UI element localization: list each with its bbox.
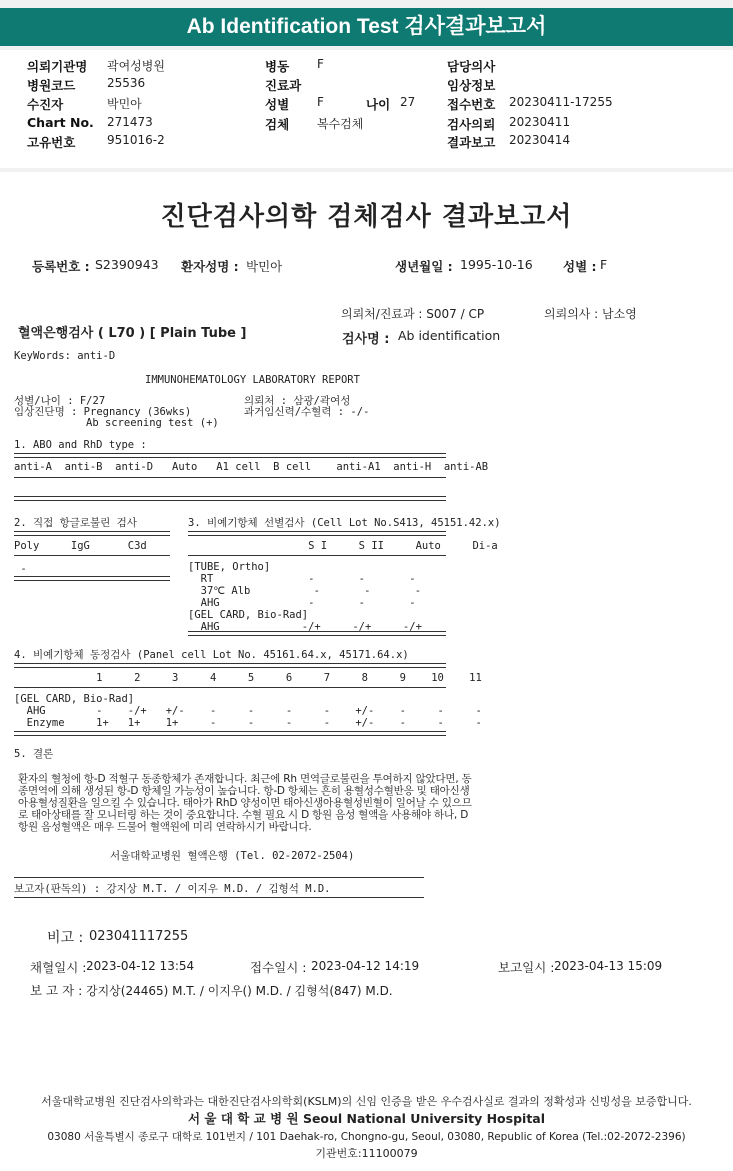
divider (14, 477, 446, 478)
hospital-label: 의뢰기관명 (27, 59, 88, 74)
receipt-value: 20230411-17255 (509, 95, 613, 109)
report-banner: Ab Identification Test 검사결과보고서 (0, 8, 733, 46)
age-label: 나이 (366, 97, 391, 112)
identification-header: 1 2 3 4 5 6 7 8 9 10 11 (14, 672, 482, 684)
divider (14, 687, 446, 688)
hospital-name: 서 울 대 학 교 병 원 Seoul National University Hospital (187, 1111, 546, 1126)
request-dept: 의뢰처/진료과 : S007 / CP (341, 307, 485, 321)
specimen-value: 복수검체 (317, 117, 364, 131)
divider (14, 555, 170, 556)
divider (14, 453, 446, 458)
receive-value: 2023-04-12 14:19 (311, 959, 420, 973)
doc-sex-label: 성별 : (563, 259, 597, 274)
collect-label: 채혈일시 : (30, 960, 87, 975)
patient-label: 수진자 (27, 97, 64, 112)
ward-label: 병동 (265, 59, 290, 74)
abo-rhd-header: anti-A anti-B anti-D Auto A1 cell B cell anti-A1 anti-H anti-AB (14, 461, 489, 473)
identification-rows: [GEL CARD, Bio-Rad] AHG - -/+ +/- - - - - +/- - - - Enzyme 1+ 1+ 1+ - - - - +/- - - - (14, 693, 482, 729)
receive-label: 접수일시 : (250, 960, 307, 975)
reg-value: S2390943 (95, 257, 159, 272)
blood-bank-contact: 서울대학교병원 혈액은행 (Tel. 02-2072-2504) (110, 850, 355, 862)
sex-age: 성별/나이 : F/27 (14, 395, 106, 407)
screening-title: 3. 비예기항체 선별검사 (Cell Lot No.S413, 45151.42.x) (188, 517, 501, 529)
divider (14, 531, 170, 536)
chart-label: Chart No. (27, 115, 94, 130)
birth-value: 1995-10-16 (460, 257, 533, 272)
institution-number: 기관번호:11100079 (315, 1147, 418, 1160)
transfusion-history: 과거임신력/수혈력 : -/- (244, 406, 370, 418)
report-readers: 보고자(판독의) : 강지상 M.T. / 이지우 M.D. / 김형석 M.D. (14, 883, 331, 895)
document-title: 진단검사의학 검체검사 결과보고서 (160, 202, 573, 232)
sex-value: F (317, 95, 324, 109)
hospital-address: 03080 서울특별시 종로구 대학로 101번지 / 101 Daehak-ro, Chongno-gu, Seoul, 03080, Republic of Korea (Tel.:02-2072-2396) (47, 1131, 686, 1143)
reporter-value: 강지상(24465) M.T. / 이지우() M.D. / 김형석(847) M.D. (86, 984, 393, 998)
code-label: 병원코드 (27, 78, 76, 93)
reported-label: 보고일시 : (498, 960, 555, 975)
test-name-label: 검사명 : (342, 332, 390, 347)
divider (188, 555, 446, 556)
diagnosis-2: Ab screening test (+) (86, 417, 219, 429)
patient-value: 박민아 (107, 97, 142, 111)
test-group: 혈액은행검사 ( L70 ) [ Plain Tube ] (18, 326, 247, 341)
screening-rows: [TUBE, Ortho] RT - - - 37℃ Alb - - - AHG - - - [GEL CARD, Bio-Rad] AHG -/+ -/+ -/+ (188, 561, 422, 633)
reg-label: 등록번호 : (32, 259, 90, 274)
unique-label: 고유번호 (27, 135, 76, 150)
divider (14, 663, 446, 668)
request-doctor: 의뢰의사 : 남소영 (544, 307, 637, 321)
referrer: 의뢰처 : 삼광/곽여성 (244, 395, 351, 407)
reported-value: 2023-04-13 15:09 (554, 959, 663, 973)
abo-rhd-title: 1. ABO and RhD type : (14, 439, 147, 451)
divider (14, 496, 446, 501)
certification-statement: 서울대학교병원 진단검사의학과는 대한진단검사의학회(KSLM)의 신임 인증을 받은 우수검사실로 결과의 정확성과 신빙성을 보증합니다. (41, 1095, 692, 1108)
code-value: 25536 (107, 76, 146, 90)
divider (14, 731, 446, 736)
report-label: 결과보고 (447, 135, 496, 150)
dat-header: Poly IgG C3d (14, 540, 147, 552)
identification-title: 4. 비예기항체 동정검사 (Panel cell Lot No. 45161.64.x, 45171.64.x) (14, 649, 409, 661)
dept-label: 진료과 (265, 78, 302, 93)
report-value: 20230414 (509, 133, 571, 147)
doc-sex-value: F (600, 257, 608, 272)
screening-header: S I S II Auto Di-a (188, 540, 498, 552)
dat-row: - (14, 563, 27, 575)
remark-label: 비고 : (47, 930, 84, 946)
divider (14, 897, 424, 898)
conclusion-title: 5. 결론 (14, 748, 54, 760)
keywords: KeyWords: anti-D (14, 350, 116, 362)
collect-value: 2023-04-12 13:54 (86, 959, 195, 973)
dat-title: 2. 직접 항글로불린 검사 (14, 517, 137, 529)
diagnosis: 임상진단명 : Pregnancy (36wks) (14, 406, 192, 418)
unique-value: 951016-2 (107, 133, 165, 147)
name-label: 환자성명 : (181, 259, 239, 274)
age-value: 27 (400, 95, 416, 109)
divider (14, 576, 170, 581)
receipt-label: 접수번호 (447, 97, 496, 112)
hospital-value: 곽여성병원 (107, 59, 165, 73)
request-value: 20230411 (509, 115, 571, 129)
divider (188, 531, 446, 536)
ward-value: F (317, 57, 324, 71)
reporter-label: 보 고 자 : (30, 983, 83, 998)
name-value: 박민아 (246, 259, 283, 274)
birth-label: 생년월일 : (395, 259, 453, 274)
test-name-value: Ab identification (398, 328, 501, 343)
divider (188, 631, 446, 636)
divider (14, 877, 424, 878)
sex-label: 성별 (265, 97, 290, 112)
remark-value: 023041117255 (89, 929, 189, 944)
doctor-label: 담당의사 (447, 59, 496, 74)
lab-report-title: IMMUNOHEMATOLOGY LABORATORY REPORT (145, 374, 360, 386)
request-label: 검사의뢰 (447, 117, 496, 132)
specimen-label: 검체 (265, 117, 290, 132)
conclusion-text: 환자의 혈청에 항-D 적혈구 동종항체가 존재합니다. 최근에 Rh 면역글로불린을 투여하지 않았다면, 동종면역에 의해 생성된 항-D 항체일 가능성이 높습니다. 항-D 항체는 흔히 용혈성수혈반응 및 태아신생아용혈성질환을 일으킬 수 있습니다. 태아가 RhD 양성이면 태아신생아용혈성빈혈이 일어날 수 있으므로 태아상태를 잘 모니터링 하는 것이 중요합니다. 수혈 필요 시 D 항원 음성 혈액을 사용해야 하나, D 항원 음성혈액은 매우 드물어 혈액원에 미리 연락하시기 바랍니다. (18, 773, 472, 833)
clinical-label: 임상정보 (447, 78, 496, 93)
chart-value: 271473 (107, 115, 153, 129)
